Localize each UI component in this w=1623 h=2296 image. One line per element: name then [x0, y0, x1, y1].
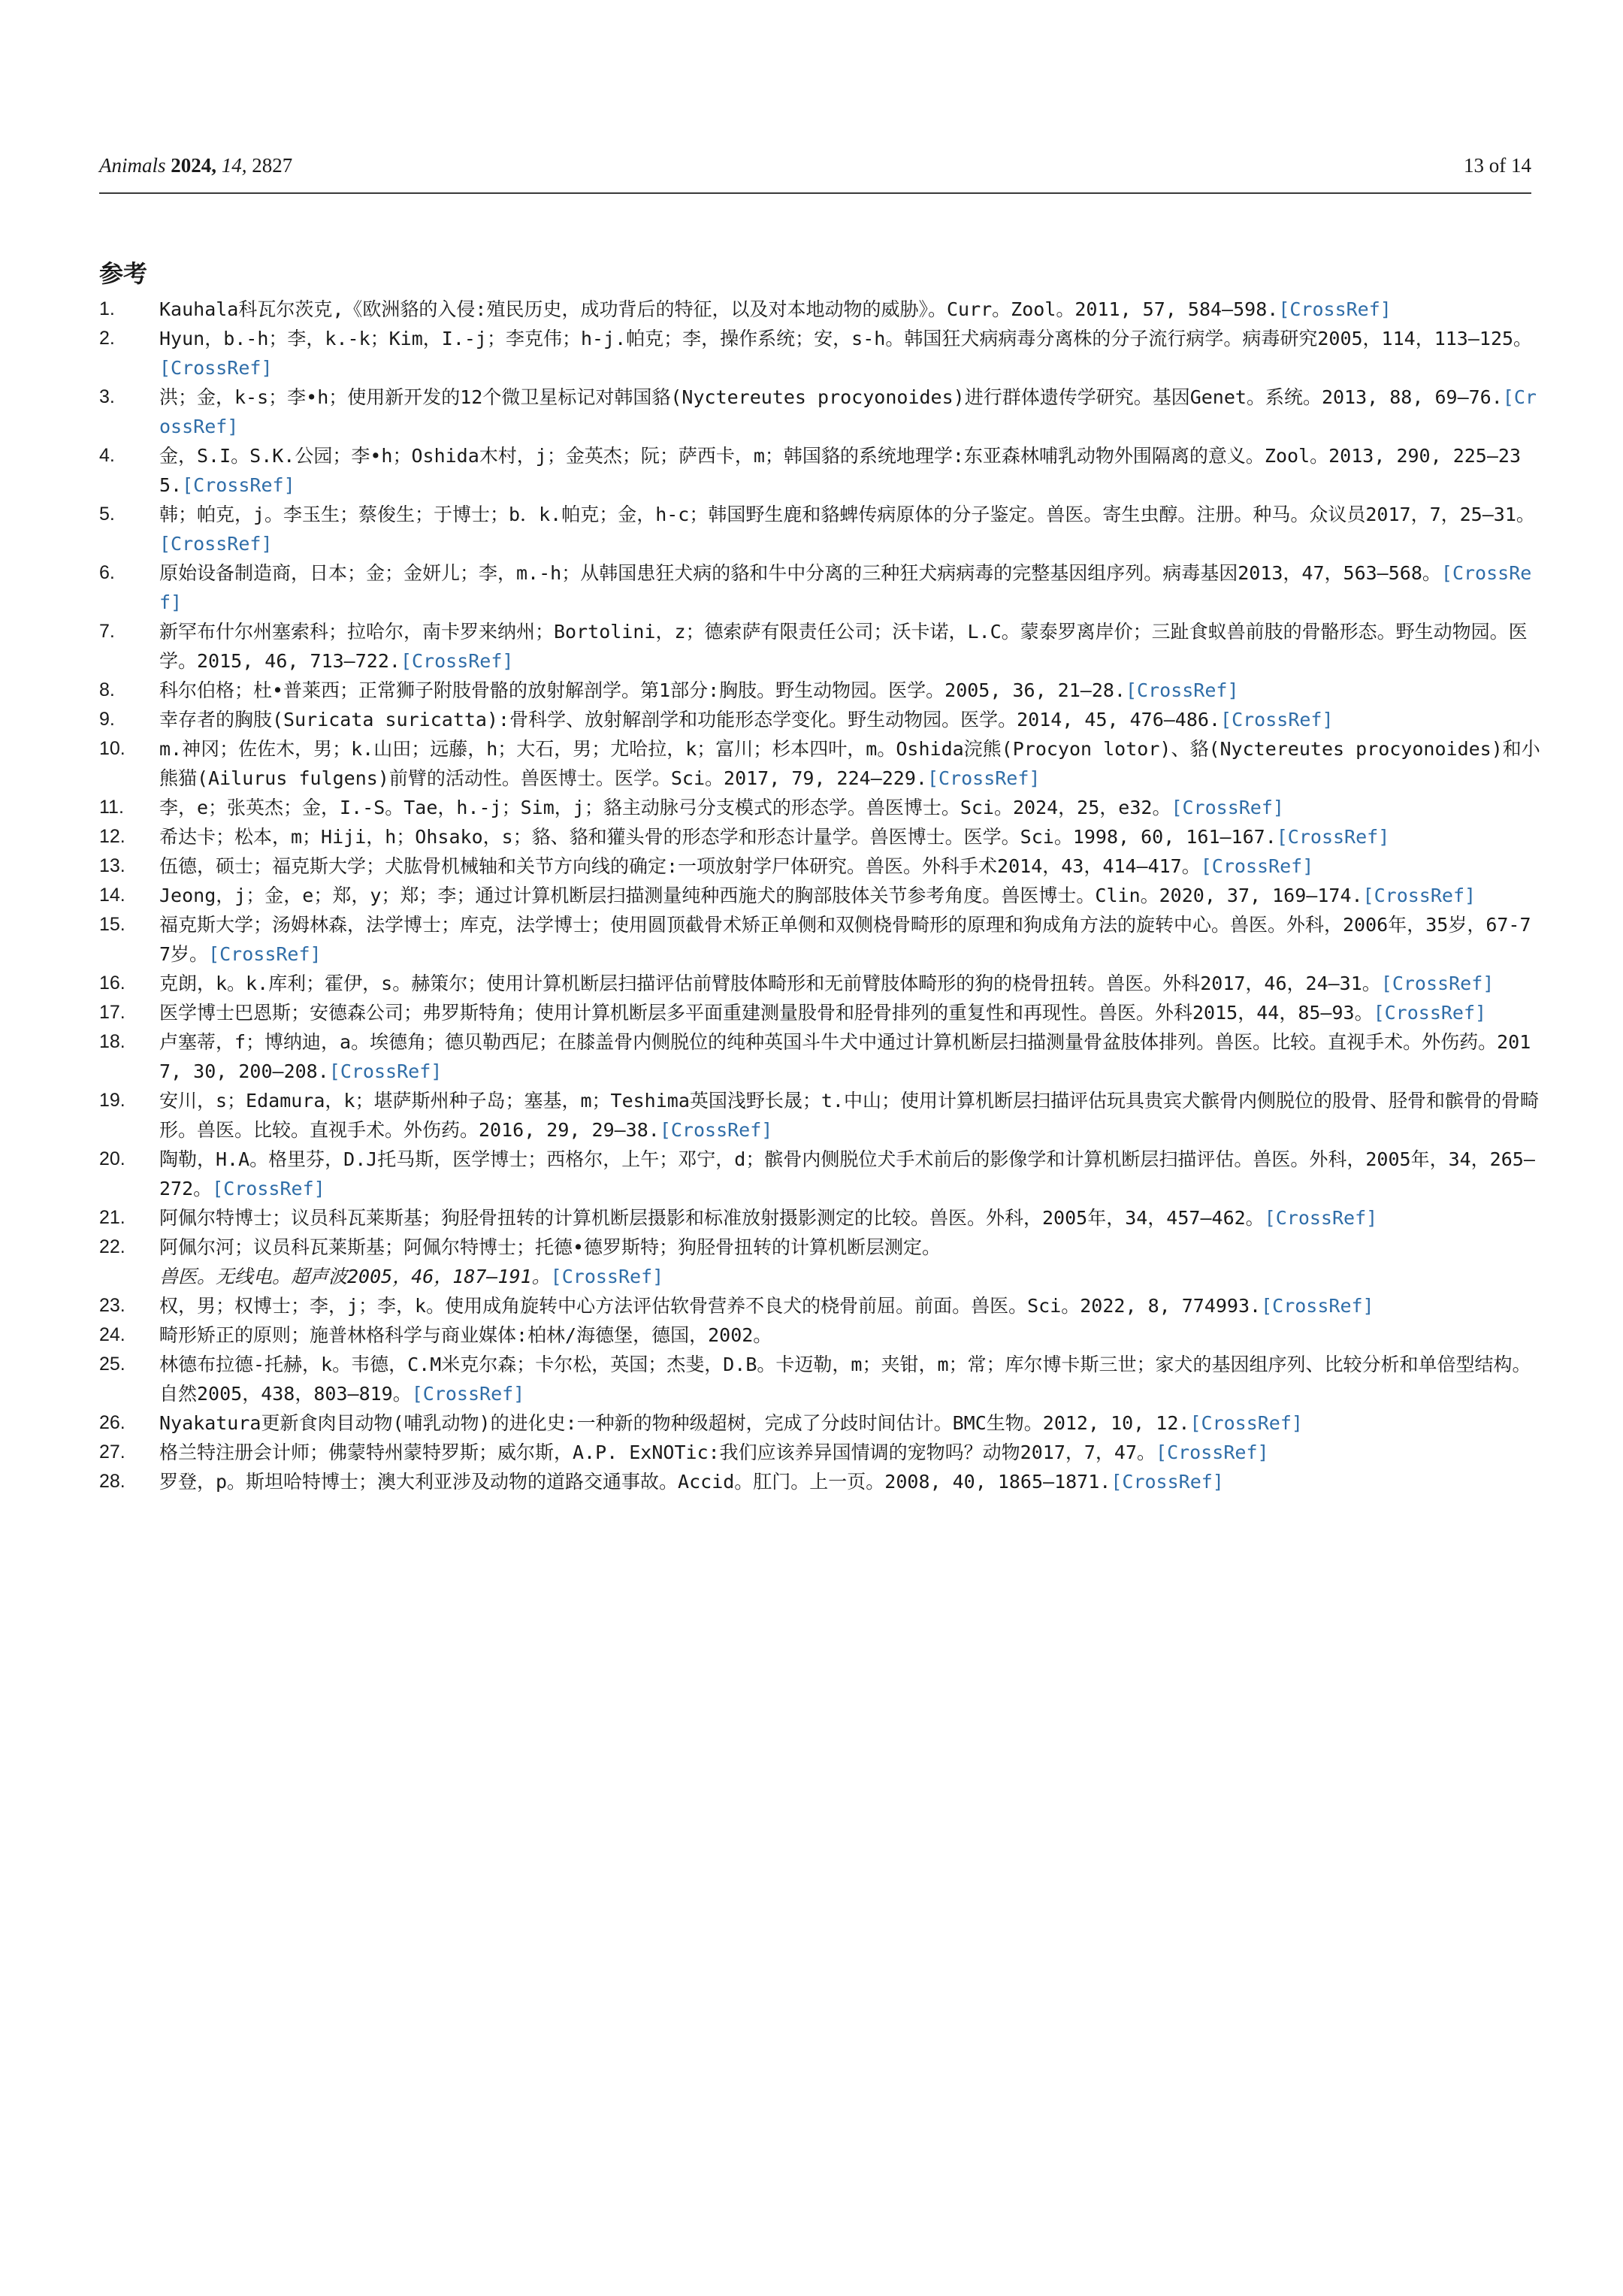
reference-text: Hyun，b.-h；李，k.-k；Kim，I.-j；李克伟；h-j.帕克；李，操作系统；安，s-h。韩国狂犬病病毒分离株的分子流行病学。病毒研究2005，114，113–125。	[159, 328, 1533, 349]
reference-text: 科尔伯格；杜•普莱西；正常狮子附肢骨骼的放射解剖学。第1部分:胸肢。野生动物园。医学。2005, 36, 21–28.	[159, 679, 1126, 701]
crossref-link[interactable]: [CrossRef]	[1278, 298, 1392, 320]
reference-text: 金，S.I。S.K.公园；李•h；Oshida木村，j；金英杰；阮；萨西卡，m；韩国貉的系统地理学:东亚森林哺乳动物外围隔离的意义。Zool。2013, 290, 225–235.	[159, 445, 1522, 496]
reference-number: 5.	[99, 504, 115, 525]
article-number: 2827	[252, 154, 293, 177]
reference-text: Nyakatura更新食肉目动物(哺乳动物)的进化史:一种新的物种级超树，完成了分歧时间估计。BMC生物。2012, 10, 12.	[159, 1412, 1190, 1434]
crossref-link[interactable]: [CrossRef]	[159, 533, 273, 555]
reference-text: 希达卡；松本，m；Hiji，h；Ohsako，s；貉、貉和獾头骨的形态学和形态计量学。兽医博士。医学。Sci。1998, 60, 161–167.	[159, 826, 1277, 848]
reference-item	[99, 1408, 1542, 1438]
crossref-link[interactable]: [CrossRef]	[1171, 797, 1284, 818]
reference-list	[99, 295, 1542, 1496]
crossref-link[interactable]: [CrossRef]	[1261, 1295, 1374, 1317]
reference-number: 27.	[99, 1441, 125, 1463]
reference-item	[99, 881, 1542, 910]
crossref-link[interactable]: [CrossRef]	[659, 1119, 773, 1141]
reference-text: 阿佩尔特博士；议员科瓦莱斯基；狗胫骨扭转的计算机断层摄影和标准放射摄影测定的比较。兽医。外科，2005年，34，457–462。	[159, 1207, 1265, 1229]
reference-item	[99, 558, 1542, 617]
crossref-link[interactable]: [CrossRef]	[926, 767, 1041, 789]
reference-text: 李，e；张英杰；金，I.-S。Tae，h.-j；Sim，j；貉主动脉弓分支模式的形态学。兽医博士。Sci。2024，25，e32。	[159, 797, 1171, 818]
reference-item	[99, 852, 1542, 881]
reference-item	[99, 295, 1542, 324]
journal-year: 2024,	[171, 154, 217, 177]
reference-number: 11.	[99, 797, 124, 818]
reference-item	[99, 1145, 1542, 1203]
crossref-link[interactable]: [CrossRef]	[550, 1266, 664, 1287]
reference-item	[99, 705, 1542, 734]
reference-text: 格兰特注册会计师；佛蒙特州蒙特罗斯；威尔斯，A.P. ExNOTic:我们应该养异国情调的宠物吗？动物2017，7，47。	[159, 1441, 1156, 1463]
header-rule	[99, 192, 1531, 194]
reference-italic-source: 兽医。无线电。超声波2005，46，187–191。	[159, 1266, 551, 1287]
crossref-link[interactable]: [CrossRef]	[212, 1178, 325, 1199]
reference-item	[99, 793, 1542, 822]
reference-item	[99, 734, 1542, 793]
crossref-link[interactable]: [CrossRef]	[159, 386, 1537, 437]
reference-text: 权，男；权博士；李，j；李，k。使用成角旋转中心方法评估软骨营养不良犬的桡骨前屈。前面。兽医。Sci。2022, 8, 774993.	[159, 1295, 1262, 1317]
reference-text: 陶勒，H.A。格里芬，D.J托马斯，医学博士；西格尔，上午；邓宁，d；髌骨内侧脱位犬手术前后的影像学和计算机断层扫描评估。兽医。外科，2005年，34，265–272。	[159, 1148, 1535, 1199]
references-heading: 参考	[99, 259, 148, 288]
reference-text: 卢塞蒂，f；博纳迪，a。埃德角；德贝勒西尼；在膝盖骨内侧脱位的纯种英国斗牛犬中通过计算机断层扫描测量骨盆肢体排列。兽医。比较。直视手术。外伤药。2017, 30, 200–208.	[159, 1031, 1531, 1082]
reference-number: 28.	[99, 1471, 125, 1492]
reference-number: 9.	[99, 709, 115, 730]
reference-number: 18.	[99, 1031, 125, 1052]
crossref-link[interactable]: [CrossRef]	[1373, 1002, 1487, 1024]
reference-number: 22.	[99, 1236, 125, 1257]
reference-item	[99, 1467, 1542, 1496]
reference-item	[99, 998, 1542, 1027]
crossref-link[interactable]: [CrossRef]	[208, 943, 322, 965]
reference-number: 2.	[99, 328, 115, 349]
crossref-link[interactable]: [CrossRef]	[411, 1383, 525, 1405]
reference-text: Kauhala科瓦尔茨克,《欧洲貉的入侵:殖民历史，成功背后的特征，以及对本地动物的威胁》。Curr。Zool。2011, 57, 584–598.	[159, 298, 1279, 320]
reference-number: 13.	[99, 855, 125, 876]
reference-text: 幸存者的胸肢(Suricata suricatta):骨科学、放射解剖学和功能形态学变化。野生动物园。医学。2014, 45, 476–486.	[159, 709, 1221, 731]
reference-item	[99, 441, 1542, 500]
reference-text: 新罕布什尔州塞索科；拉哈尔，南卡罗来纳州；Bortolini，z；德索萨有限责任公司；沃卡诺，L.C。蒙泰罗离岸价；三趾食蚁兽前肢的骨骼形态。野生动物园。医学。2015, 46, 713–722.	[159, 621, 1528, 672]
reference-item	[99, 324, 1542, 383]
reference-number: 26.	[99, 1412, 125, 1433]
reference-text: 安川，s；Edamura，k；堪萨斯州种子岛；塞基，m；Teshima英国浅野长晟；t.中山；使用计算机断层扫描评估玩具贵宾犬髌骨内侧脱位的股骨、胫骨和髌骨的骨畸形。兽医。比较。直视手术。外伤药。2016, 29, 29–38.	[159, 1090, 1539, 1141]
reference-item	[99, 910, 1542, 969]
reference-number: 6.	[99, 562, 115, 583]
reference-text: 医学博士巴恩斯；安德森公司；弗罗斯特角；使用计算机断层多平面重建测量股骨和胫骨排列的重复性和再现性。兽医。外科2015，44，85–93。	[159, 1002, 1374, 1024]
crossref-link[interactable]: [CrossRef]	[159, 562, 1532, 613]
reference-number: 10.	[99, 738, 125, 759]
crossref-link[interactable]: [CrossRef]	[1125, 679, 1239, 701]
crossref-link[interactable]: [CrossRef]	[1200, 855, 1314, 877]
reference-text: m.神冈；佐佐木，男；k.山田；远藤，h；大石，男；尤哈拉，k；富川；杉本四叶，m。Oshida浣熊(Procyon lotor)、貉(Nyctereutes procyonoides)和小熊猫(Ailurus fulgens)前臂的活动性。兽医博士。医学。Sci。2017, 79, 224–229.	[159, 738, 1540, 789]
reference-item	[99, 1233, 1542, 1291]
reference-number: 23.	[99, 1295, 125, 1316]
reference-number: 25.	[99, 1354, 125, 1375]
reference-item	[99, 617, 1542, 676]
reference-number: 21.	[99, 1207, 125, 1228]
reference-number: 24.	[99, 1324, 125, 1345]
crossref-link[interactable]: [CrossRef]	[1220, 709, 1334, 731]
crossref-link[interactable]: [CrossRef]	[1264, 1207, 1378, 1229]
reference-text: 原始设备制造商，日本；金；金妍儿；李，m.-h；从韩国患狂犬病的貉和牛中分离的三种狂犬病病毒的完整基因组序列。病毒基因2013，47，563–568。	[159, 562, 1441, 584]
reference-number: 17.	[99, 1002, 125, 1023]
reference-text: 洪；金，k-s；李•h；使用新开发的12个微卫星标记对韩国貉(Nyctereutes procyonoides)进行群体遗传学研究。基因Genet。系统。2013, 88, 69–76.	[159, 386, 1503, 408]
running-header	[99, 147, 1531, 183]
reference-item	[99, 500, 1542, 558]
reference-text: 林德布拉德-托赫，k。韦德，C.M米克尔森；卡尔松，英国；杰斐，D.B。卡迈勒，m；夹钳，m；常；库尔博卡斯三世；家犬的基因组序列、比较分析和单倍型结构。自然2005，438，803–819。	[159, 1354, 1531, 1405]
crossref-link[interactable]: [CrossRef]	[1276, 826, 1390, 848]
reference-text: 伍德，硕士；福克斯大学；犬肱骨机械轴和关节方向线的确定:一项放射学尸体研究。兽医。外科手术2014，43，414–417。	[159, 855, 1201, 877]
crossref-link[interactable]: [CrossRef]	[1362, 885, 1476, 906]
journal-citation	[99, 147, 292, 183]
reference-number: 12.	[99, 826, 125, 847]
crossref-link[interactable]: [CrossRef]	[1189, 1412, 1303, 1434]
crossref-link[interactable]: [CrossRef]	[182, 474, 295, 496]
reference-number: 15.	[99, 914, 125, 935]
reference-item	[99, 1203, 1542, 1233]
reference-item	[99, 1027, 1542, 1086]
reference-number: 8.	[99, 679, 115, 700]
journal-name: Animals	[99, 154, 166, 177]
reference-item	[99, 1086, 1542, 1145]
reference-number: 14.	[99, 885, 125, 906]
reference-item	[99, 1320, 1542, 1350]
crossref-link[interactable]: [CrossRef]	[1156, 1441, 1269, 1463]
page-number: 13 of 14	[1464, 154, 1531, 177]
reference-item	[99, 822, 1542, 852]
reference-item	[99, 1291, 1542, 1320]
reference-number: 19.	[99, 1090, 125, 1111]
journal-volume: 14,	[221, 154, 247, 177]
reference-number: 3.	[99, 386, 115, 407]
reference-item	[99, 1438, 1542, 1467]
reference-number: 7.	[99, 621, 115, 642]
reference-text: Jeong，j；金，e；郑，y；郑；李；通过计算机断层扫描测量纯种西施犬的胸部肢体关节参考角度。兽医博士。Clin。2020, 37, 169–174.	[159, 885, 1363, 906]
reference-text: 罗登，p。斯坦哈特博士；澳大利亚涉及动物的道路交通事故。Accid。肛门。上一页。2008, 40, 1865–1871.	[159, 1471, 1111, 1493]
reference-number: 4.	[99, 445, 115, 466]
reference-number: 1.	[99, 298, 115, 319]
crossref-link[interactable]: [CrossRef]	[1111, 1471, 1224, 1493]
reference-text: 福克斯大学；汤姆林森，法学博士；库克，法学博士；使用圆顶截骨术矫正单侧和双侧桡骨畸形的原理和狗成角方法的旋转中心。兽医。外科，2006年，35岁，67-77岁。	[159, 914, 1531, 965]
reference-item	[99, 1350, 1542, 1408]
crossref-link[interactable]: [CrossRef]	[400, 650, 514, 672]
reference-item	[99, 969, 1542, 998]
reference-number: 16.	[99, 973, 125, 994]
reference-item	[99, 676, 1542, 705]
reference-number: 20.	[99, 1148, 125, 1169]
reference-text: 阿佩尔河；议员科瓦莱斯基；阿佩尔特博士；托德•德罗斯特；狗胫骨扭转的计算机断层测定。	[159, 1236, 941, 1258]
reference-text: 韩；帕克，j。李玉生；蔡俊生；于博士；b．k.帕克；金，h-c；韩国野生鹿和貉蜱传病原体的分子鉴定。兽医。寄生虫醇。注册。种马。众议员2017，7，25–31。	[159, 504, 1535, 525]
crossref-link[interactable]: [CrossRef]	[328, 1060, 443, 1082]
crossref-link[interactable]: [CrossRef]	[1380, 973, 1495, 994]
reference-item	[99, 383, 1542, 441]
crossref-link[interactable]: [CrossRef]	[159, 357, 273, 379]
reference-text: 畸形矫正的原则；施普林格科学与商业媒体:柏林/海德堡，德国，2002。	[159, 1324, 772, 1346]
reference-text: 克朗，k。k.库利；霍伊，s。赫策尔；使用计算机断层扫描评估前臂肢体畸形和无前臂肢体畸形的狗的桡骨扭转。兽医。外科2017，46，24–31。	[159, 973, 1381, 994]
